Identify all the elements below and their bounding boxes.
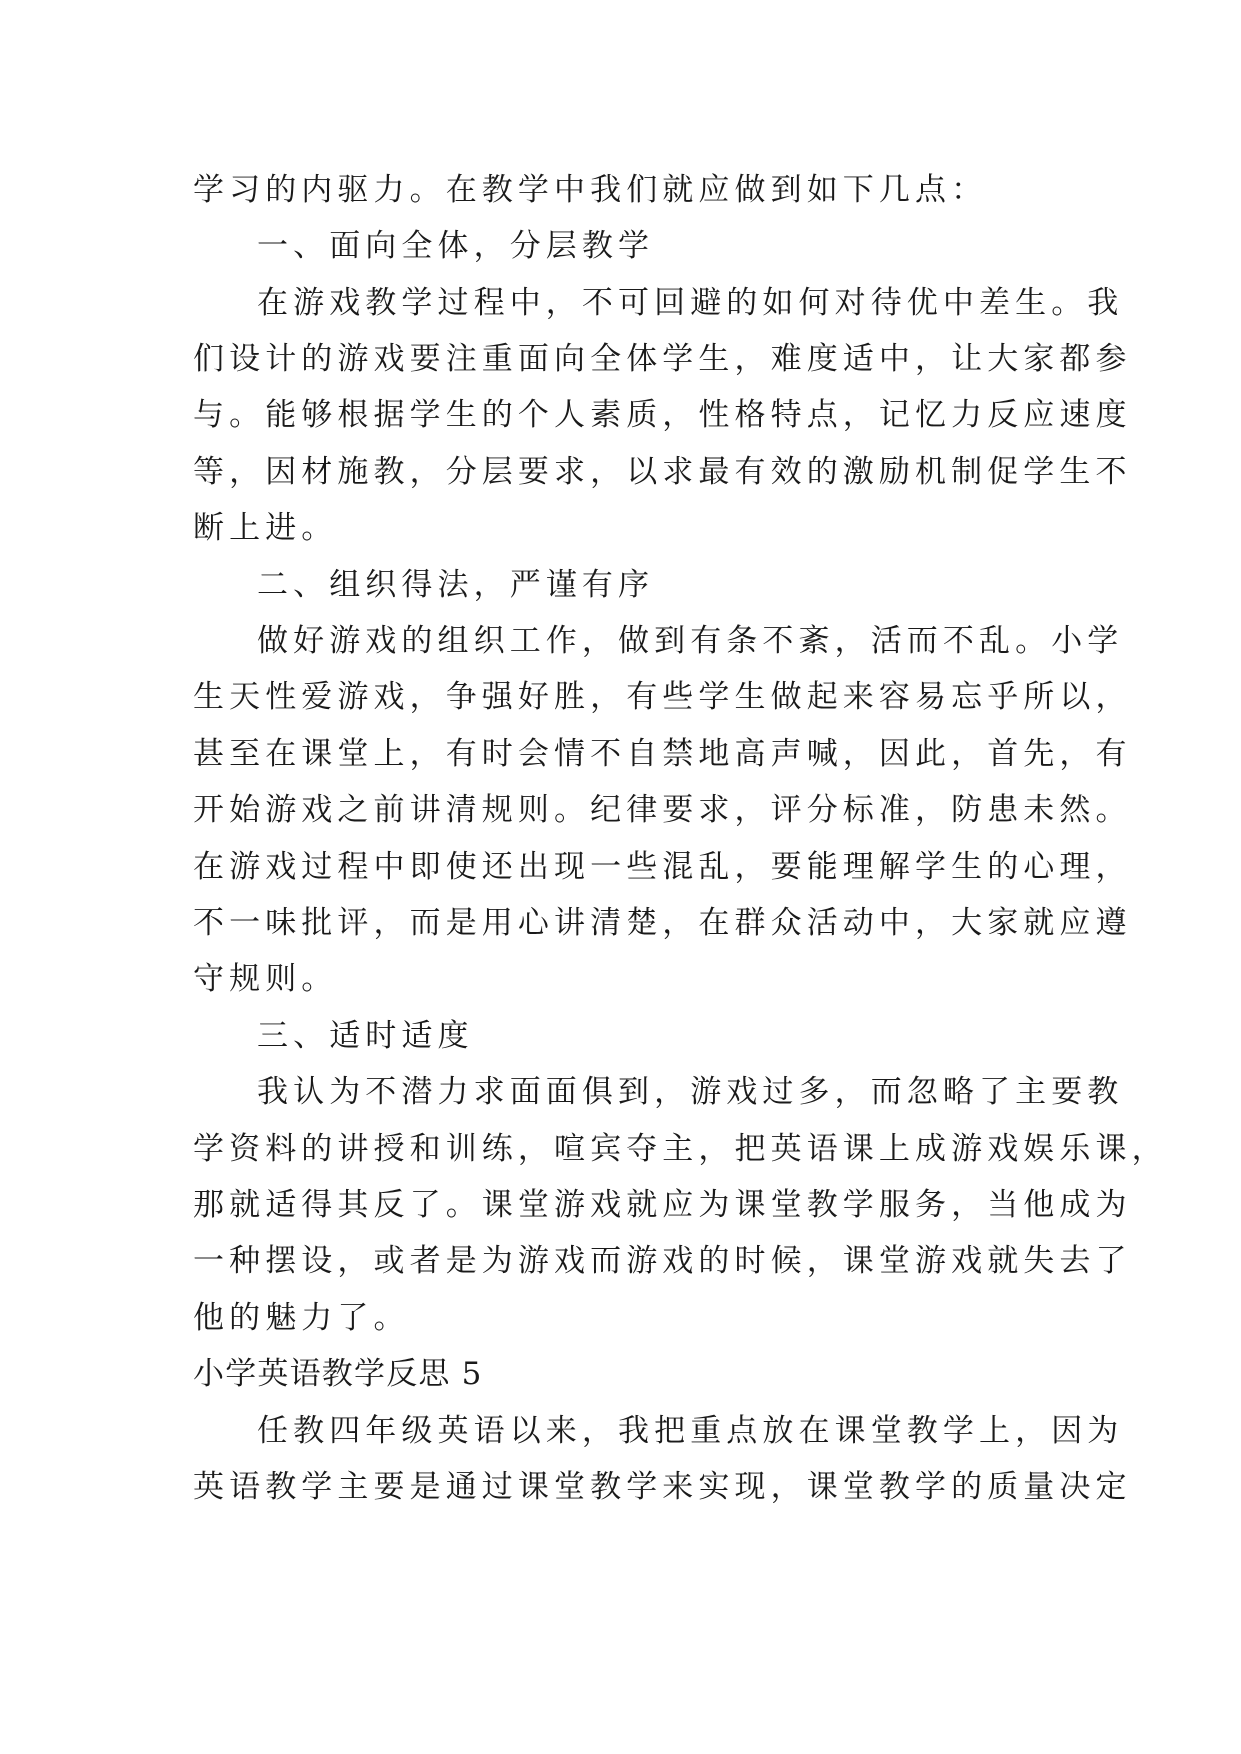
body-text-line: 断上进。 [193,510,338,546]
body-text-line: 开始游戏之前讲清规则。纪律要求，评分标准，防患未然。 [193,792,1132,828]
body-text-line: 英语教学主要是通过课堂教学来实现，课堂教学的质量决定 [193,1469,1132,1505]
body-text-line: 在游戏过程中即使还出现一些混乱，要能理解学生的心理， [193,849,1132,885]
body-text-line: 甚至在课堂上，有时会情不自禁地高声喊，因此，首先，有 [193,736,1132,772]
section-heading: 三、适时适度 [257,1018,474,1054]
body-text-line: 做好游戏的组织工作，做到有条不紊，活而不乱。小学 [257,623,1124,659]
body-text-line: 守规则。 [193,961,338,997]
section-heading: 二、组织得法，严谨有序 [257,567,655,603]
body-text-line: 不一味批评，而是用心讲清楚，在群众活动中，大家就应遵 [193,905,1132,941]
body-text-line: 学资料的讲授和训练，喧宾夺主，把英语课上成游戏娱乐课， [193,1131,1168,1167]
body-text-line: 学习的内驱力。在教学中我们就应做到如下几点： [193,172,988,208]
body-text-line: 他的魅力了。 [193,1300,410,1336]
body-text-line: 我认为不潜力求面面俱到，游戏过多，而忽略了主要教 [257,1074,1124,1110]
body-text-line: 任教四年级英语以来，我把重点放在课堂教学上，因为 [257,1413,1124,1449]
body-text-line: 在游戏教学过程中，不可回避的如何对待优中差生。我 [257,285,1124,321]
body-text-line: 那就适得其反了。课堂游戏就应为课堂教学服务，当他成为 [193,1187,1132,1223]
article-title: 小学英语教学反思 5 [193,1356,483,1392]
body-text-line: 们设计的游戏要注重面向全体学生，难度适中，让大家都参 [193,341,1132,377]
body-text-line: 生天性爱游戏，争强好胜，有些学生做起来容易忘乎所以， [193,679,1132,715]
body-text-line: 与。能够根据学生的个人素质，性格特点，记忆力反应速度 [193,397,1132,433]
body-text-line: 一种摆设，或者是为游戏而游戏的时候，课堂游戏就失去了 [193,1243,1132,1279]
section-heading: 一、面向全体，分层教学 [257,228,655,264]
body-text-line: 等，因材施教，分层要求，以求最有效的激励机制促学生不 [193,454,1132,490]
